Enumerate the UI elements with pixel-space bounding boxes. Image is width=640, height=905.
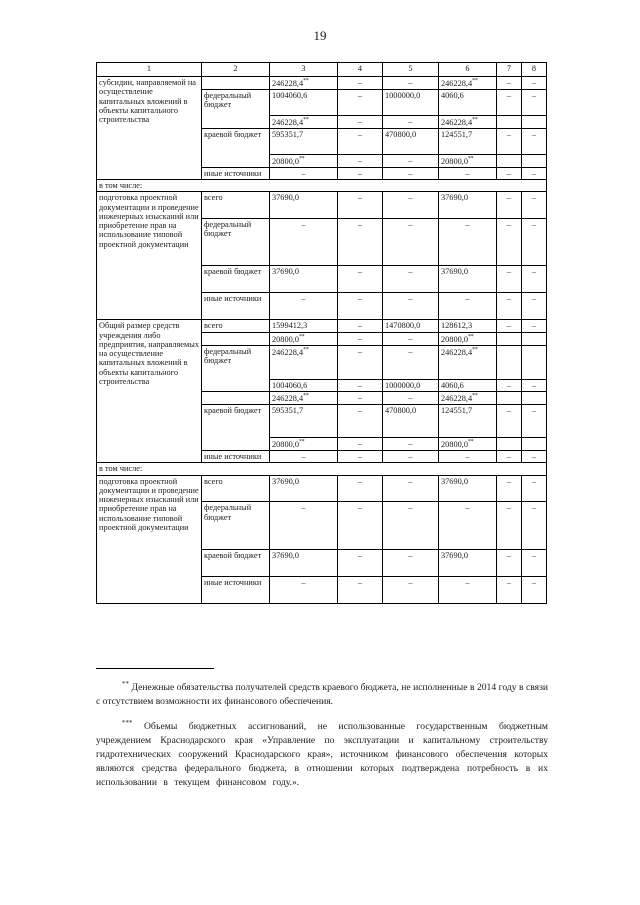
value-c8: – <box>522 475 547 502</box>
value-c3: 246228,4** <box>270 391 338 404</box>
source-label: федеральный бюджет <box>202 219 270 266</box>
value-c3: – <box>270 576 338 603</box>
value-c3: – <box>270 451 338 463</box>
footnotes-section <box>96 668 548 792</box>
page-number: 19 <box>313 28 327 43</box>
column-number-7: 7 <box>497 63 522 77</box>
value-c4: – <box>338 320 383 332</box>
value-c3: 20800,0** <box>270 154 338 167</box>
value-c3: 595351,7 <box>270 404 338 437</box>
value-c6: 246228,4** <box>439 391 497 404</box>
value-c4: – <box>338 90 383 116</box>
value-c6: 246228,4** <box>439 77 497 90</box>
value-c7: – <box>497 320 522 332</box>
value-c4: – <box>338 404 383 437</box>
value-c5: – <box>383 332 439 345</box>
value-c3: 1004060,6 <box>270 379 338 391</box>
value-c6: 4060,6 <box>439 90 497 116</box>
value-c6: – <box>439 167 497 179</box>
value-c8: – <box>522 77 547 90</box>
value-c4: – <box>338 475 383 502</box>
value-c5: – <box>383 437 439 450</box>
value-c7: – <box>497 549 522 576</box>
footnote-1-marker: ** <box>122 679 129 688</box>
value-c6: 37690,0 <box>439 475 497 502</box>
row-label-design-docs: подготовка проектной документации и проведение инженерных изысканий или приобретение прав на использование типовой проектной документации <box>97 192 202 320</box>
value-c7 <box>497 345 522 379</box>
footnote-2-text: Объемы бюджетных ассигнований, не использованные государственным бюджетным учреждением Краснодарского края «Управление по эксплуатации и капитальному строительству гидротехнических сооружений Краснодарского края», источником финансового обеспечения которых являются средства федерального бюджета, в отношении которых подтверждена потребность в их использовании в текущем финансовом году.». <box>96 721 548 788</box>
value-c8: – <box>522 502 547 549</box>
value-c6: 246228,4** <box>439 115 497 128</box>
value-c5: – <box>383 345 439 379</box>
value-c6: 20800,0** <box>439 332 497 345</box>
value-c8 <box>522 437 547 450</box>
value-c4: – <box>338 451 383 463</box>
value-c6: 20800,0** <box>439 437 497 450</box>
value-c5: 1000000,0 <box>383 90 439 116</box>
value-c5: – <box>383 475 439 502</box>
footnote-2 <box>96 718 548 790</box>
value-c4: – <box>338 437 383 450</box>
value-c8: – <box>522 192 547 219</box>
source-label: всего <box>202 320 270 332</box>
value-c8 <box>522 332 547 345</box>
value-c3: 37690,0 <box>270 549 338 576</box>
value-c8: – <box>522 451 547 463</box>
value-c7: – <box>497 379 522 391</box>
value-c8: – <box>522 266 547 293</box>
value-c7 <box>497 332 522 345</box>
value-c6: 4060,6 <box>439 379 497 391</box>
value-c7: – <box>497 77 522 90</box>
value-c6: – <box>439 502 497 549</box>
source-label: иные источники <box>202 576 270 603</box>
value-c4: – <box>338 266 383 293</box>
value-c8 <box>522 154 547 167</box>
value-c7: – <box>497 90 522 116</box>
value-c7: – <box>497 266 522 293</box>
source-label <box>202 77 270 90</box>
source-label: иные источники <box>202 293 270 320</box>
value-c5: – <box>383 77 439 90</box>
section-title: в том числе: <box>97 180 547 192</box>
value-c3: 246228,4** <box>270 345 338 379</box>
value-c8: – <box>522 293 547 320</box>
value-c7: – <box>497 293 522 320</box>
value-c3: 595351,7 <box>270 128 338 154</box>
row-label-design-docs-2: подготовка проектной документации и проведение инженерных изысканий или приобретение прав на использование типовой проектной документации <box>97 475 202 603</box>
value-c8: – <box>522 167 547 179</box>
value-c5: – <box>383 451 439 463</box>
value-c6: 124551,7 <box>439 404 497 437</box>
table-row <box>97 192 547 219</box>
value-c6: – <box>439 576 497 603</box>
source-label <box>202 332 270 345</box>
value-c4: – <box>338 549 383 576</box>
value-c4: – <box>338 576 383 603</box>
row-label-subsidy: субсидии, направляемой на осуществление капитальных вложений в объекты капитального строительства <box>97 77 202 180</box>
value-c7: – <box>497 502 522 549</box>
value-c8: – <box>522 320 547 332</box>
value-c4: – <box>338 502 383 549</box>
source-label: всего <box>202 192 270 219</box>
column-number-1: 1 <box>97 63 202 77</box>
value-c7: – <box>497 404 522 437</box>
value-c6: 246228,4** <box>439 345 497 379</box>
value-c4: – <box>338 219 383 266</box>
value-c8: – <box>522 576 547 603</box>
value-c4: – <box>338 293 383 320</box>
value-c6: 37690,0 <box>439 266 497 293</box>
value-c8: – <box>522 549 547 576</box>
value-c5: – <box>383 219 439 266</box>
value-c5: – <box>383 192 439 219</box>
budget-table-container <box>96 62 546 604</box>
value-c4: – <box>338 332 383 345</box>
table-row <box>97 77 547 90</box>
value-c5: 1000000,0 <box>383 379 439 391</box>
value-c4: – <box>338 192 383 219</box>
value-c3: 37690,0 <box>270 475 338 502</box>
value-c7: – <box>497 475 522 502</box>
value-c3: – <box>270 502 338 549</box>
value-c6: 128612,3 <box>439 320 497 332</box>
source-label: краевой бюджет <box>202 128 270 167</box>
value-c8: – <box>522 219 547 266</box>
value-c5: – <box>383 154 439 167</box>
value-c8: – <box>522 379 547 391</box>
section-title-row <box>97 180 547 192</box>
footnote-separator <box>96 668 214 669</box>
value-c6: 20800,0** <box>439 154 497 167</box>
source-label: иные источники <box>202 167 270 179</box>
source-label: краевой бюджет <box>202 266 270 293</box>
footnote-1 <box>96 679 548 709</box>
value-c6: – <box>439 293 497 320</box>
value-c7 <box>497 391 522 404</box>
source-label <box>202 391 270 404</box>
column-number-row <box>97 63 547 77</box>
value-c5: 1470800,0 <box>383 320 439 332</box>
footnote-2-marker: *** <box>122 719 133 728</box>
column-number-8: 8 <box>522 63 547 77</box>
value-c5: 470800,0 <box>383 128 439 154</box>
value-c6: 37690,0 <box>439 549 497 576</box>
value-c7: – <box>497 451 522 463</box>
value-c4: – <box>338 345 383 379</box>
value-c3: – <box>270 219 338 266</box>
table-body <box>97 63 547 604</box>
value-c5: 470800,0 <box>383 404 439 437</box>
value-c3: 246228,4** <box>270 115 338 128</box>
budget-table <box>96 62 547 604</box>
source-label: краевой бюджет <box>202 549 270 576</box>
value-c3: 1004060,6 <box>270 90 338 116</box>
value-c4: – <box>338 77 383 90</box>
value-c7 <box>497 437 522 450</box>
value-c8 <box>522 391 547 404</box>
value-c3: 246228,4** <box>270 77 338 90</box>
value-c5: – <box>383 115 439 128</box>
value-c5: – <box>383 293 439 320</box>
value-c7: – <box>497 192 522 219</box>
value-c3: 20800,0** <box>270 332 338 345</box>
value-c6: – <box>439 219 497 266</box>
value-c6: – <box>439 451 497 463</box>
value-c4: – <box>338 128 383 154</box>
value-c7: – <box>497 128 522 154</box>
value-c7: – <box>497 576 522 603</box>
table-row <box>97 475 547 502</box>
footnote-1-text: Денежные обязательства получателей средств краевого бюджета, не исполненные в 2014 году в связи с отсутствием возможности их финансового обеспечения. <box>96 681 548 707</box>
column-number-2: 2 <box>202 63 270 77</box>
value-c4: – <box>338 167 383 179</box>
source-label: иные источники <box>202 451 270 463</box>
source-label: краевой бюджет <box>202 404 270 450</box>
source-label: всего <box>202 475 270 502</box>
value-c8: – <box>522 90 547 116</box>
value-c8 <box>522 115 547 128</box>
value-c5: – <box>383 576 439 603</box>
value-c8: – <box>522 404 547 437</box>
value-c4: – <box>338 391 383 404</box>
value-c3: 37690,0 <box>270 192 338 219</box>
value-c8 <box>522 345 547 379</box>
source-label: федеральный бюджет <box>202 345 270 391</box>
table-row <box>97 320 547 332</box>
value-c4: – <box>338 115 383 128</box>
value-c7 <box>497 115 522 128</box>
value-c5: – <box>383 502 439 549</box>
source-label: федеральный бюджет <box>202 502 270 549</box>
row-label-total-capital: Общий размер средств учреждения либо предприятия, направляемых на осуществление капитальных вложений в объекты капитального строительства <box>97 320 202 463</box>
column-number-4: 4 <box>338 63 383 77</box>
value-c4: – <box>338 379 383 391</box>
source-label: федеральный бюджет <box>202 90 270 129</box>
value-c7: – <box>497 219 522 266</box>
value-c5: – <box>383 266 439 293</box>
value-c3: 1599412,3 <box>270 320 338 332</box>
value-c3: – <box>270 293 338 320</box>
value-c8: – <box>522 128 547 154</box>
column-number-5: 5 <box>383 63 439 77</box>
section-title-row <box>97 463 547 475</box>
value-c4: – <box>338 154 383 167</box>
value-c5: – <box>383 167 439 179</box>
value-c3: 20800,0** <box>270 437 338 450</box>
value-c5: – <box>383 549 439 576</box>
value-c7: – <box>497 167 522 179</box>
value-c3: 37690,0 <box>270 266 338 293</box>
column-number-3: 3 <box>270 63 338 77</box>
column-number-6: 6 <box>439 63 497 77</box>
value-c5: – <box>383 391 439 404</box>
section-title: в том числе: <box>97 463 547 475</box>
value-c7 <box>497 154 522 167</box>
value-c6: 124551,7 <box>439 128 497 154</box>
value-c6: 37690,0 <box>439 192 497 219</box>
value-c3: – <box>270 167 338 179</box>
